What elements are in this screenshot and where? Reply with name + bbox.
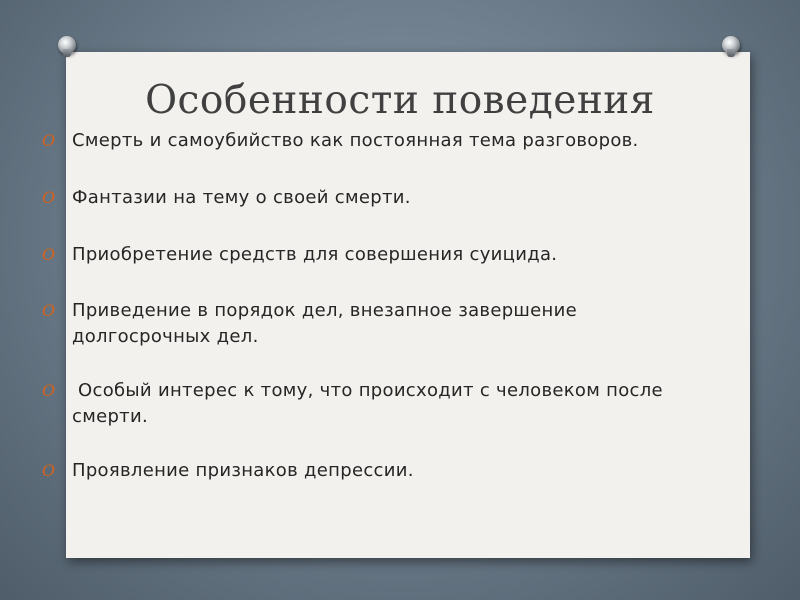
bullet-text: Смерть и самоубийство как постоянная тема разговоров. — [72, 130, 639, 151]
circle-bullet-icon: O — [42, 301, 56, 320]
circle-bullet-icon: O — [42, 381, 56, 400]
circle-bullet-icon: O — [42, 245, 56, 264]
bullet-text: Проявление признаков депрессии. — [72, 460, 414, 481]
circle-bullet-icon: O — [42, 188, 56, 207]
bullet-text: Особый интерес к тому, что происходит с человеком после смерти. — [72, 380, 663, 427]
list-item — [40, 458, 765, 484]
list-item — [40, 378, 765, 430]
slide-title: Особенности поведения — [145, 78, 655, 123]
list-item — [40, 298, 765, 350]
bullet-text: Фантазии на тему о своей смерти. — [72, 187, 411, 208]
list-item — [40, 185, 765, 211]
pushpin-left-icon — [58, 36, 76, 54]
list-item — [40, 128, 765, 154]
circle-bullet-icon: O — [42, 461, 56, 480]
circle-bullet-icon: O — [42, 131, 56, 150]
bullet-text: Приобретение средств для совершения суицида. — [72, 244, 558, 265]
bullet-text: Приведение в порядок дел, внезапное завершение долгосрочных дел. — [72, 300, 578, 347]
pushpin-right-icon — [722, 36, 740, 54]
list-item — [40, 242, 765, 268]
